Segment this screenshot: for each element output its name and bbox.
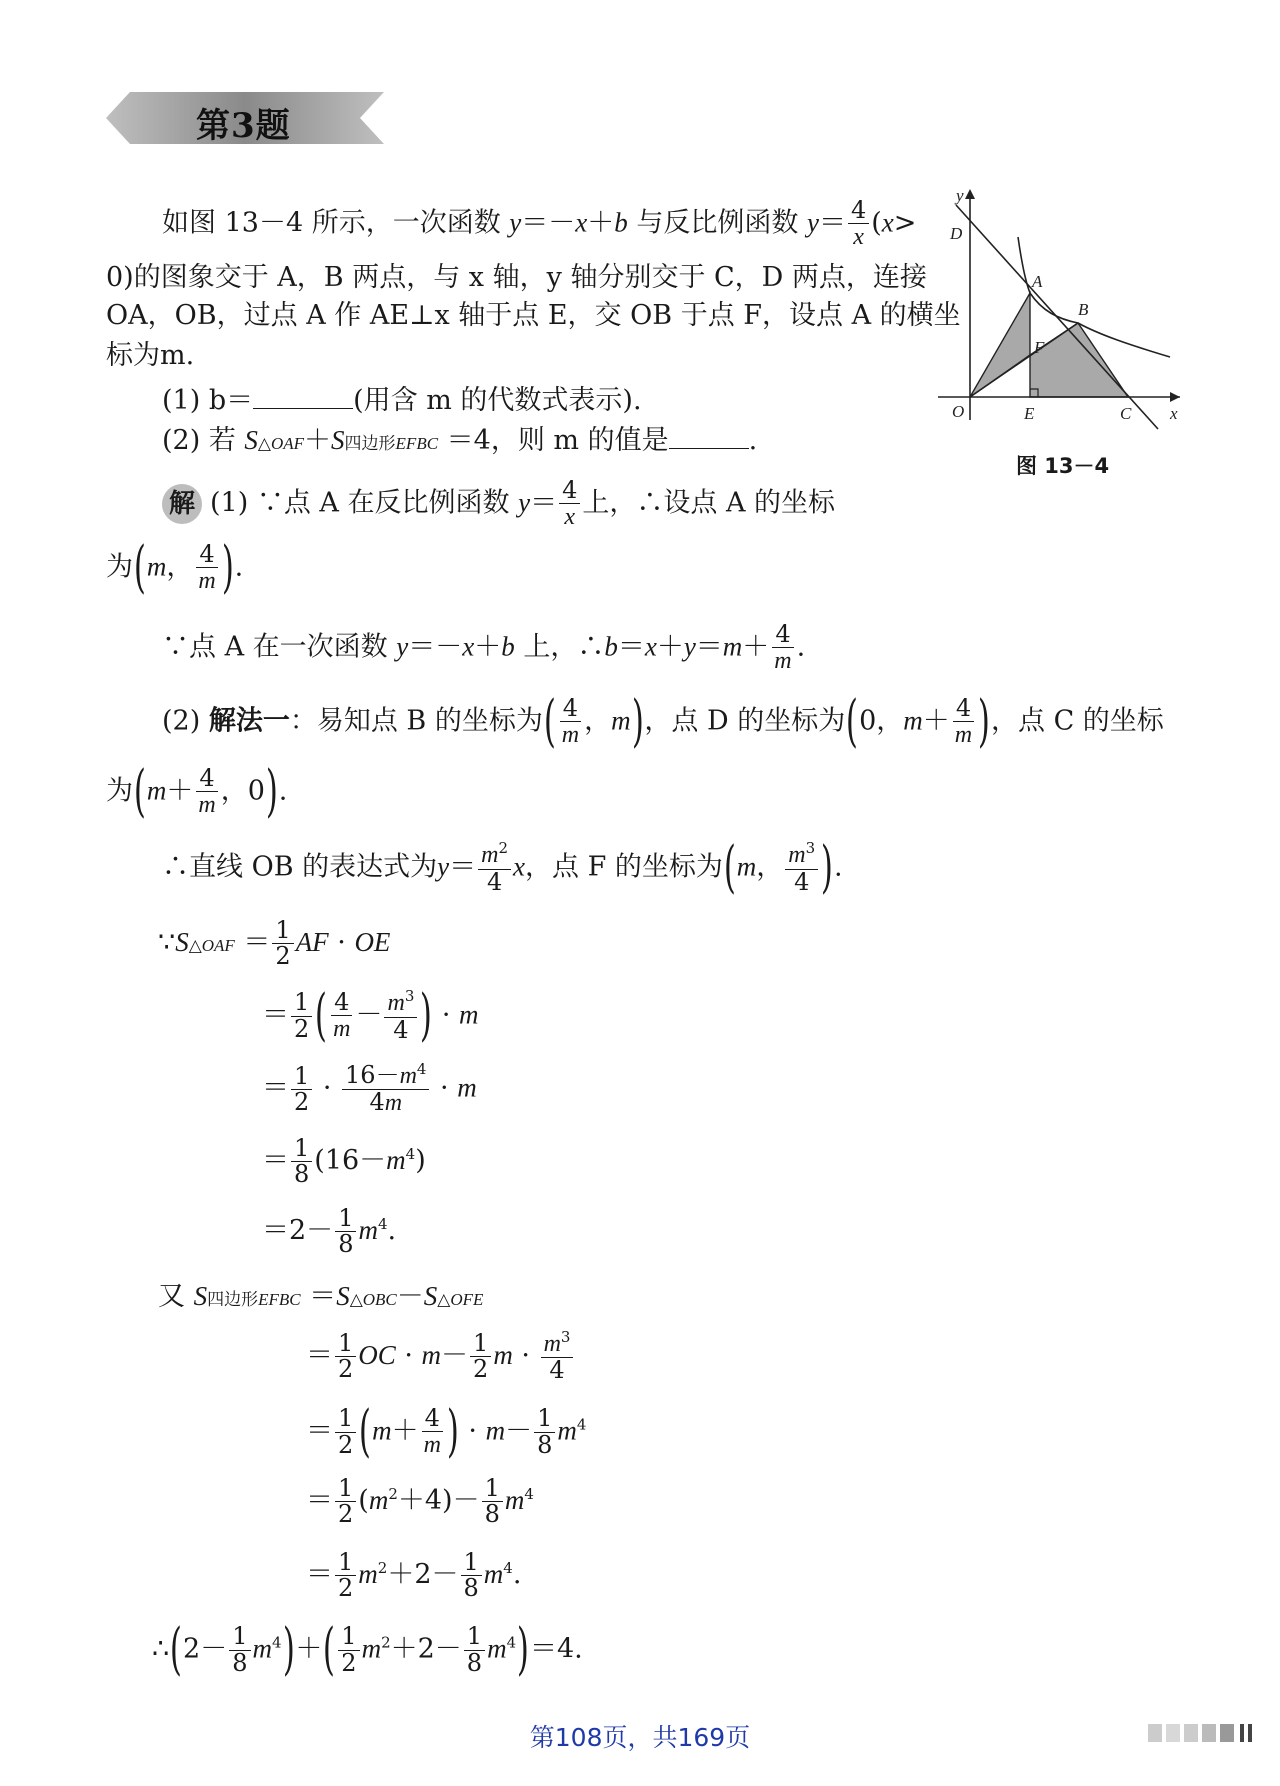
label-e: E [1024,404,1035,423]
equation-s-efbc: 又 S四边形EFBC ＝S△OBC－S△OFE [158,1281,484,1312]
label-o: O [952,402,965,421]
label-y: y [956,186,964,205]
problem-line-3: OA，OB，过点 A 作 AE⊥x 轴于点 E，交 OB 于点 F，设点 A 的横坐 [106,300,961,331]
solution-line-2: 为(m， $\frac{4}{m}$ ). [106,535,244,600]
page-indicator: 第108页，共169页 [529,1723,751,1752]
label-a: A [1032,272,1043,291]
question-2: (2) 若 S△OAF＋S四边形EFBC ＝4，则 m 的值是 . [162,422,757,457]
equation-step-2: ＝ $\frac{1}{2}$ ( $\frac{4}{m}$ － $\frac{m^3}{4}$ ) · m [262,983,479,1048]
question-1: (1) b＝ (用含 m 的代数式表示). [162,382,642,417]
solution-badge: 解 [162,484,202,524]
solution-line-5: 为(m＋ $\frac{4}{m}$ ，0). [106,759,288,824]
figure-caption: 图 13－4 [1016,454,1110,478]
solution-line-1: 解 (1) ∵点 A 在反比例函数 y＝ $\frac{4}{x}$ 上，∴设点 A 的坐标 [162,478,835,530]
section-banner [106,92,384,144]
problem-line-4: 标为m. [106,340,195,371]
problem-line-2: 0)的图象交于 A，B 两点，与 x 轴，y 轴分别交于 C，D 两点，连接 [106,262,927,293]
equation-step-3: ＝ $\frac{1}{2}$ · $\frac{16-m^4}{4m}$ · m [262,1060,477,1117]
equation-efbc-step-3: ＝ $\frac{1}{2}$ (m＋ $\frac{4}{m}$ ) · m－ $\frac{1}{8}$ $m^4$ [306,1399,587,1464]
equation-efbc-step-2: ＝ $\frac{1}{2}$ OC · m－ $\frac{1}{2}$ m · $\frac{m^3}{4}$ [306,1330,575,1383]
figure-13-4 [930,185,1190,435]
problem-line-1: 如图 13－4 所示，一次函数 y＝－x＋b 与反比例函数 y＝ $\frac{4}{x}$ (x> [162,196,917,251]
equation-step-5: ＝2－ $\frac{1}{8}$ $m^4$. [262,1204,397,1259]
label-d: D [950,224,963,243]
quad-efbc [1030,323,1128,397]
solution-line-6: ∴直线 OB 的表达式为y＝ $\frac{m^2}{4}$ x，点 F 的坐标为(m， $\frac{m^3}{4}$ ). [162,835,843,900]
label-c: C [1120,404,1132,423]
equation-step-4: ＝ $\frac{1}{8}$ $(16-m^4)$ [262,1134,426,1189]
triangle-oaf [970,293,1030,397]
solution-line-4: (2) 解法一：易知点 B 的坐标为( $\frac{4}{m}$ ，m)，点 D 的坐标为(0，m＋ $\frac{4}{m}$ )，点 C 的坐标 [162,689,1164,754]
equation-final: ∴(2－ $\frac{1}{8}$ $m^4)+$( $\frac{1}{2}$ $m^2+2-$ $\frac{1}{8}$ $m^4)=4$. [152,1617,583,1682]
solution-line-3: ∵点 A 在一次函数 y＝－x＋b 上，∴b＝x＋y＝m＋ $\frac{4}{m}$ . [162,620,806,675]
page-toolbar-icon[interactable] [1148,1718,1258,1748]
label-f: F [1034,338,1045,357]
equation-efbc-step-4: ＝ $\frac{1}{2}$ $(m^2+4)-$ $\frac{1}{8}$ $m^4$ [306,1474,534,1529]
label-x: x [1170,404,1178,423]
equation-s-oaf: ∵S△OAF ＝ $\frac{1}{2}$ AF · OE [158,916,391,971]
label-b: B [1078,300,1089,319]
equation-efbc-step-5: ＝ $\frac{1}{2}$ $m^2+2-$ $\frac{1}{8}$ $m^4$. [306,1548,522,1603]
section-title: 第3题 [196,106,291,146]
